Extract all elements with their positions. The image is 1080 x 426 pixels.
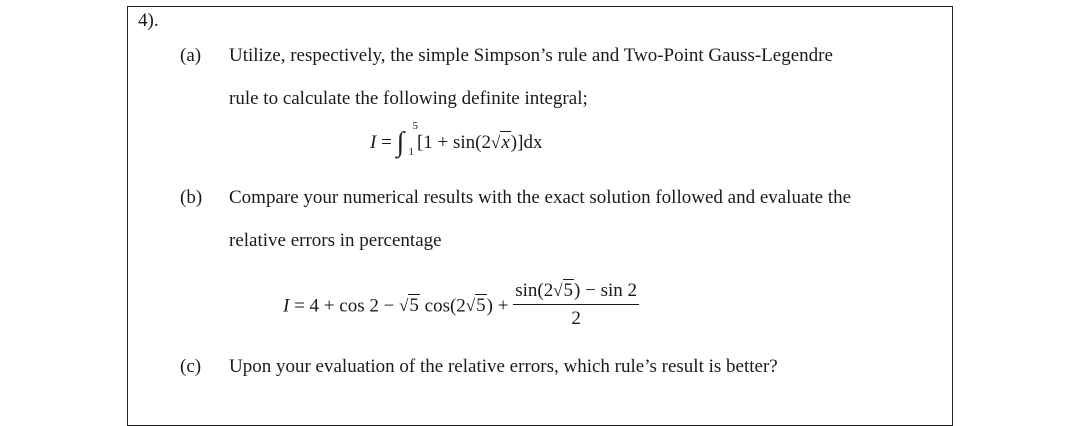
integrand-radicand: x: [501, 132, 510, 153]
part-b-line-1: Compare your numerical results with the exact solution followed and evaluate the: [229, 187, 852, 208]
exact-denominator: 2: [571, 308, 581, 329]
integral-lhs: I: [370, 132, 377, 153]
part-c-label: (c): [180, 356, 202, 377]
part-b-label: (b): [180, 187, 203, 208]
exact-part-3: ) +: [486, 295, 509, 317]
sqrt-icon: √: [465, 296, 476, 316]
part-a-line-2: rule to calculate the following definite integral;: [229, 88, 588, 109]
integrand-open: [1 + sin(2: [416, 132, 492, 153]
part-a-label: (a): [180, 45, 202, 66]
exact-fraction: [513, 280, 639, 330]
integral-upper-limit: 5: [412, 120, 419, 132]
exact-sqrt-2-arg: 5: [476, 295, 486, 317]
part-b-line-2: relative errors in percentage: [229, 230, 442, 251]
integrand-sqrt: [491, 132, 511, 154]
part-c-line-1: Upon your evaluation of the relative errors, which rule’s result is better?: [229, 356, 778, 377]
integral-eq: =: [381, 132, 392, 153]
exact-part-1: = 4 + cos 2 −: [294, 295, 400, 317]
part-a-line-1: Utilize, respectively, the simple Simpson’s rule and Two-Point Gauss-Legendre: [229, 45, 833, 66]
exact-solution-equation: [283, 282, 639, 332]
integral-sign-group: [396, 120, 419, 158]
exact-sqrt-2: [466, 295, 487, 317]
exact-numerator: [513, 280, 639, 305]
exact-sqrt-1-arg: 5: [409, 295, 419, 317]
exact-lhs: I: [283, 295, 290, 317]
numerator-sqrt-arg: 5: [563, 280, 574, 301]
sqrt-icon: √: [491, 133, 501, 152]
numerator-pre: sin(2: [515, 280, 554, 301]
exact-part-2: cos(2: [419, 295, 466, 317]
numerator-sqrt: [553, 280, 574, 302]
question-number: 4).: [138, 10, 159, 31]
integral-lower-limit: 1: [408, 146, 415, 158]
sqrt-icon: √: [399, 296, 409, 316]
sqrt-icon: √: [553, 281, 563, 300]
exact-sqrt-1: [399, 295, 420, 317]
integrand-close: )]dx: [510, 132, 543, 153]
numerator-post: ) − sin 2: [574, 280, 638, 301]
integral-equation: [370, 120, 543, 158]
integral-sign-icon: ∫: [396, 127, 405, 158]
